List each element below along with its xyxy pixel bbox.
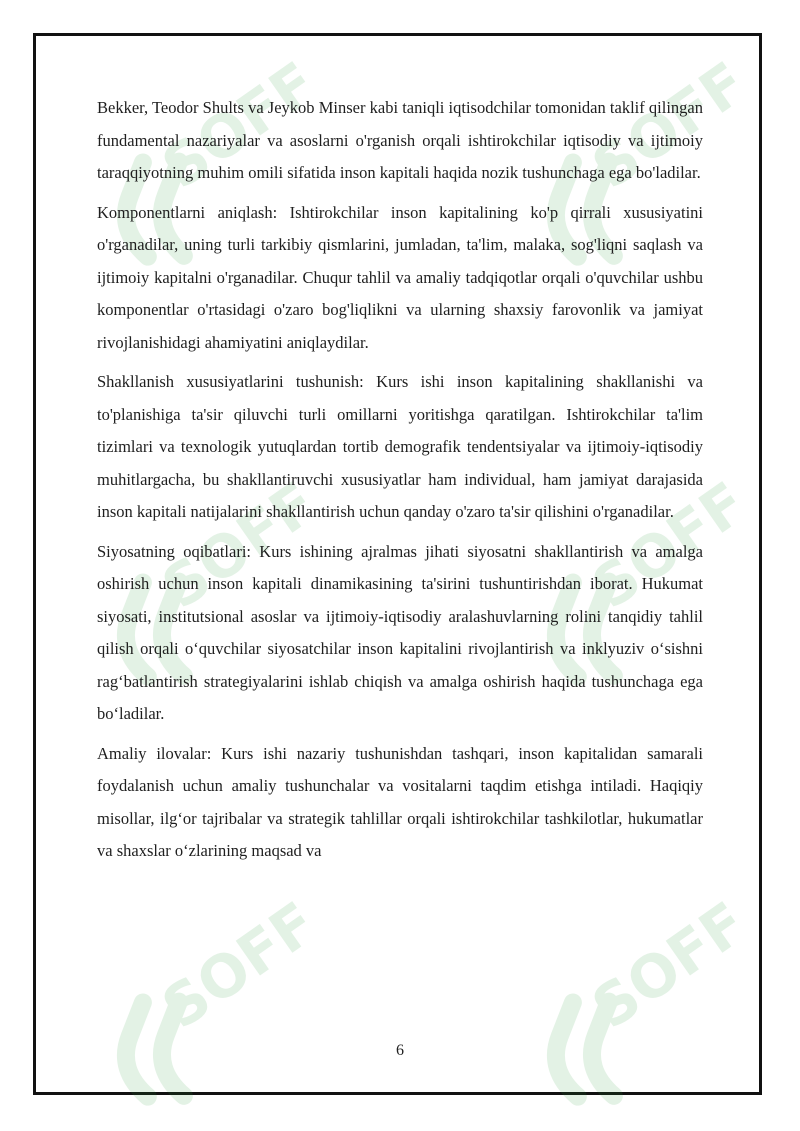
paragraph: Komponentlarni aniqlash: Ishtirokchilar inson kapitalining ko'p qirrali xususiyatini o'rganadilar, uning turli tarkibiy qismlarini, jumladan, ta'lim, malaka, sog'liqni saqlash va ijtimoiy kapitalni o'rganadilar. Chuqur tahlil va amaliy tadqiqotlar orqali o'quvchilar ushbu komponentlar o'rtasidagi o'zaro bog'liqlikni va ularning shaxsiy farovonlik va jamiyat rivojlanishidagi ahamiyatini aniqlaydilar. bbox=[97, 202, 703, 352]
paragraph: Shakllanish xususiyatlarini tushunish: Kurs ishi inson kapitalining shakllanishi va to'planishiga ta'sir qiluvchi turli omillarni yoritishga qaratilgan. Ishtirokchilar ta'lim tizimlari va texnologik yutuqlardan tortib demografik tendentsiyalar va ijtimoiy-iqtisodiy muhitlargacha, bu shakllantiruvchi xususiyatlar ham individual, ham jamiyat darajasida inson kapitali natijalarini shakllantirish uchun qanday o'zaro ta'sir qilishini o'rganadilar. bbox=[97, 372, 703, 521]
svg-text:SOFF: SOFF bbox=[580, 468, 740, 623]
paragraph: Amaliy ilovalar: Kurs ishi nazariy tushunishdan tashqari, inson kapitalidan samarali foydalanish uchun amaliy tushunchalar va vositalarni taqdim etishga intiladi. Haqiqiy misollar, ilg‘or tajribalar va strategik tahlillar orqali ishtirokchilar tashkilotlar, hukumatlar va shaxslar o‘zlarining maqsad va bbox=[97, 743, 703, 860]
svg-text:SOFF: SOFF bbox=[150, 48, 310, 203]
document-body bbox=[97, 92, 703, 875]
svg-text:SOFF: SOFF bbox=[150, 888, 310, 1043]
page-number: 6 bbox=[396, 1042, 404, 1059]
paragraph: Siyosatning oqibatlari: Kurs ishining ajralmas jihati siyosatni shakllantirish va amalga oshirish uchun inson kapitali dinamikasining ta'sirini tushuntirishdan iborat. Hukumat siyosati, institutsional asoslar va ijtimoiy-iqtisodiy aralashuvlarning rolini tanqidiy tahlil qilish orqali o‘quvchilar siyosatchilar inson kapitalini rivojlantirish va inklyuziv o‘sishni rag‘batlantirish strategiyalarini ishlab chiqish va amalga oshirish haqida tushunchaga ega bo‘ladilar. bbox=[97, 541, 703, 723]
svg-text:SOFF: SOFF bbox=[580, 48, 740, 203]
paragraph: Bekker, Teodor Shults va Jeykob Minser kabi taniqli iqtisodchilar tomonidan taklif qilingan fundamental nazariyalar va asoslarni o'rganish orqali ishtirokchilar iqtisodiy va ijtimoiy taraqqiyotning muhim omili sifatida inson kapitali haqida nozik tushunchaga ega bo'ladilar. bbox=[97, 98, 703, 182]
svg-text:SOFF: SOFF bbox=[150, 468, 310, 623]
svg-text:SOFF: SOFF bbox=[580, 888, 740, 1043]
